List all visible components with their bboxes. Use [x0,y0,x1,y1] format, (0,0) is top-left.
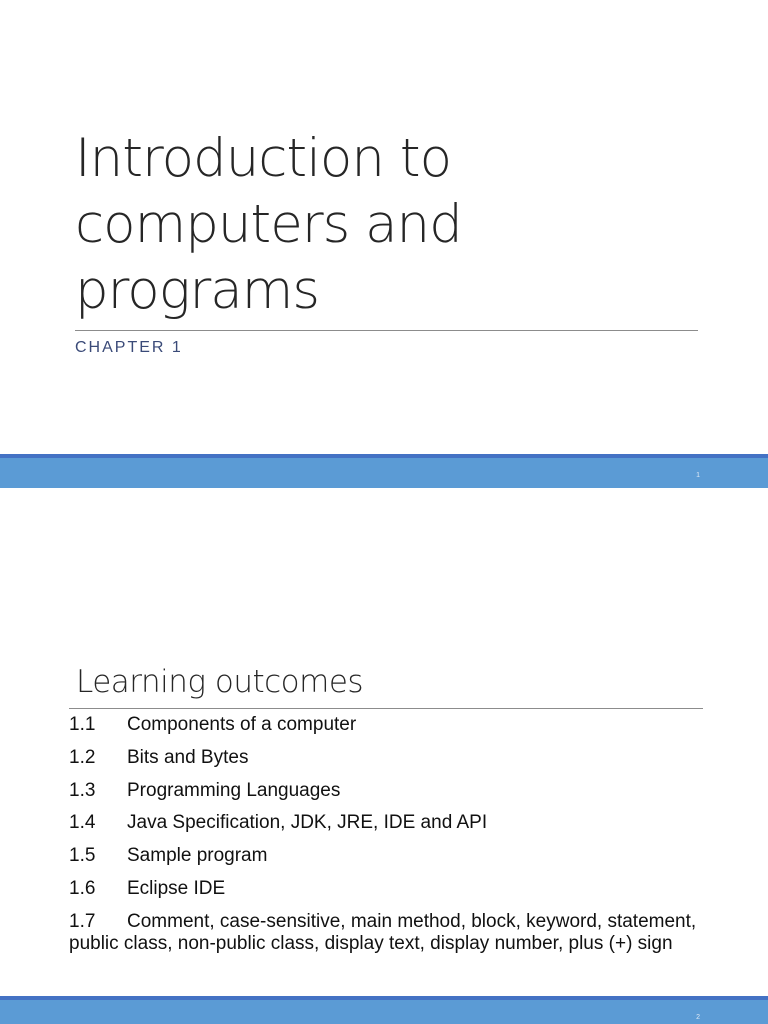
outcome-text: Java Specification, JDK, JRE, IDE and API [127,812,488,834]
slide-title: Learning outcomes [76,664,364,700]
slide-2 [0,488,768,1024]
title-divider [69,708,703,709]
outcome-text: Eclipse IDE [127,877,226,899]
list-item [69,812,709,834]
slide-title: Introduction to computers and programs [75,128,462,321]
outcome-text: Components of a computer [127,714,357,735]
outcome-number: 1.4 [69,812,96,834]
outcome-number: 1.5 [69,845,96,867]
outcome-text: Bits and Bytes [127,746,249,768]
list-item [69,747,709,769]
title-divider [75,330,698,331]
slide-footer-bar [0,454,768,488]
learning-outcomes-list [69,714,709,966]
list-item [69,714,709,736]
outcome-number: 1.1 [69,714,96,735]
outcome-number: 1.3 [69,779,96,801]
slide-footer-bar [0,996,768,1024]
list-item [69,845,709,867]
list-item [69,878,709,900]
outcome-text: Sample program [127,845,268,867]
page-number: 1 [696,472,700,479]
outcome-number: 1.6 [69,877,96,899]
outcome-number: 1.2 [69,746,96,768]
chapter-subtitle: CHAPTER 1 [75,339,183,356]
list-item [69,911,709,955]
outcome-text: Comment, case-sensitive, main method, block, keyword, statement, public class, non-public class, display text, display number, plus (+) sign [69,910,697,954]
outcome-number: 1.7 [69,910,96,932]
outcome-text: Programming Languages [127,779,341,801]
page-number: 2 [696,1014,700,1021]
list-item [69,780,709,802]
slide-1 [0,0,768,488]
